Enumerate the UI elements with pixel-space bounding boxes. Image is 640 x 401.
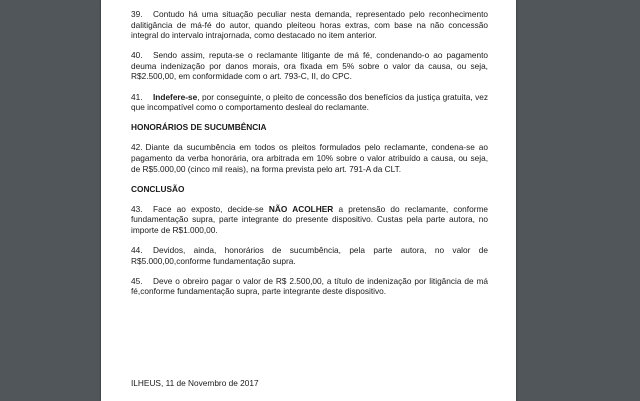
paragraph-43 bbox=[131, 204, 488, 236]
paragraph-number: 45. bbox=[131, 275, 143, 286]
paragraph-number: 39. bbox=[131, 9, 143, 19]
paragraph-number: 43. bbox=[131, 203, 143, 214]
page-content bbox=[131, 9, 488, 306]
paragraph-text: Face ao exposto, decide-se bbox=[153, 203, 269, 214]
paragraph-text: Deve o obreiro pagar o valor de R$ 2.500,00, a título de indenização por litigância de má fé,conforme fundamentação supra, parte integrante deste dispositivo. bbox=[131, 275, 488, 297]
bold-decision: NÃO ACOLHER bbox=[268, 203, 334, 214]
paragraph-44 bbox=[131, 245, 488, 266]
paragraph-45 bbox=[131, 276, 488, 297]
paragraph-39 bbox=[131, 9, 488, 41]
paragraph-text: Diante da sucumbência em todos os pleitos formulados pelo reclamante, condena-se ao pagamento da verba honorária, ora arbitrada em 10% sobre o valor atribuído a causa, ou seja, de R$5.000,00 (cinco mil reais), na forma prevista pelo art. 791-A da CLT. bbox=[131, 142, 488, 174]
paragraph-42 bbox=[131, 142, 488, 174]
bold-lead: Indefere-se bbox=[153, 91, 198, 102]
section-heading-conclusao: CONCLUSÃO bbox=[131, 183, 185, 194]
section-heading-honorarios: HONORÁRIOS DE SUCUMBÊNCIA bbox=[131, 122, 267, 133]
document-page bbox=[101, 0, 516, 401]
paragraph-text: Sendo assim, reputa-se o reclamante litigante de má fé, condenando-o ao pagamento deuma indenização por danos morais, ora fixada em 5% sobre o valor da causa, ou seja, R$2.500,00, em conformidade com o art. 793-C, II, do CPC. bbox=[131, 50, 488, 82]
signature-line: ILHEUS, 11 de Novembro de 2017 bbox=[131, 378, 259, 388]
paragraph-number: 40. bbox=[131, 50, 143, 61]
paragraph-text: , por conseguinte, o pleito de concessão dos benefícios da justiça gratuita, vez que incompatível como o comportamento desleal do reclamante. bbox=[131, 91, 488, 113]
paragraph-number: 42. bbox=[131, 142, 143, 153]
paragraph-number: 41. bbox=[131, 91, 143, 102]
paragraph-40 bbox=[131, 50, 488, 82]
paragraph-text: Contudo há uma situação peculiar nesta demanda, representado pelo reconhecimento dalitigância de má-fé do autor, quando pleiteou horas extras, com base na não concessão integral do intervalo intrajornada, como destacado no item anterior. bbox=[131, 9, 488, 41]
paragraph-41 bbox=[131, 92, 488, 113]
paragraph-text: a pretensão do reclamante, conforme fundamentação supra, parte integrante do presente dispositivo. Custas pela parte autora, no importe de R$1.000,00. bbox=[131, 203, 488, 235]
paragraph-number: 44. bbox=[131, 245, 143, 255]
paragraph-text: Devidos, ainda, honorários de sucumbência, pela parte autora, no valor de R$5.000,00,conforme fundamentação supra. bbox=[131, 245, 488, 266]
